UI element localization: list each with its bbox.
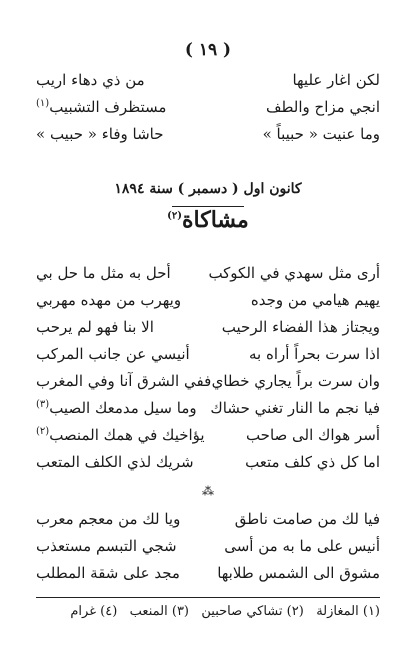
section-divider-asterism: ⁂ bbox=[202, 484, 214, 498]
verse-second-hemistich: شجي التبسم مستعذب bbox=[36, 537, 177, 555]
verse-line bbox=[36, 98, 380, 124]
verse-second-hemistich: أنيسي عن جانب المركب bbox=[36, 345, 190, 363]
verse-line bbox=[36, 345, 380, 371]
verse-second-hemistich-text: مستظرف التشبيب bbox=[49, 98, 167, 116]
verse-first-hemistich: فيا لك من صامت ناطق bbox=[234, 510, 380, 528]
footnote-marker: (٣) bbox=[36, 399, 50, 410]
poem-date: كانون اول ( دسمبر ) سنة ١٨٩٤ bbox=[114, 181, 302, 197]
verse-line bbox=[36, 125, 380, 151]
page-number: ( ١٩ ) bbox=[184, 40, 232, 60]
verse-first-hemistich: انجي مزاح والطف bbox=[265, 98, 380, 116]
verse-line bbox=[36, 426, 380, 452]
verse-line bbox=[36, 510, 380, 536]
verse-first-hemistich: فيا نجم ما النار تغني حشاك bbox=[210, 399, 380, 417]
footnote-marker: (٢) bbox=[167, 210, 182, 222]
verse-second-hemistich: ففي الشرق آنا وفي المغرب bbox=[36, 372, 212, 390]
poem-title bbox=[0, 207, 416, 233]
verse-second-hemistich: حاشا وفاء « حبيب » bbox=[36, 125, 164, 143]
verse-second-hemistich: شريك لذي الكلف المتعب bbox=[36, 453, 194, 471]
footnotes bbox=[36, 604, 380, 619]
verse-first-hemistich: يهيم هيامي من وجده bbox=[250, 291, 380, 309]
verse-second-hemistich: ويهرب من مهده مهربي bbox=[36, 291, 182, 309]
verse-line bbox=[36, 318, 380, 344]
verse-line bbox=[36, 537, 380, 563]
poem-title-text: مشاكاة bbox=[182, 207, 249, 233]
verse-first-hemistich: وان سرت براً يجاري خطاي bbox=[211, 372, 380, 390]
verse-first-hemistich: اما كل ذي كلف متعب bbox=[245, 453, 380, 471]
verse-line bbox=[36, 291, 380, 317]
verse-first-hemistich: أسر هواك الى صاحب bbox=[245, 426, 380, 444]
verse-second-hemistich-text: وما سيل مدمعك الصيب bbox=[49, 399, 197, 417]
verse-second-hemistich: مجد على شقة المطلب bbox=[36, 564, 180, 582]
verse-second-hemistich bbox=[36, 98, 166, 116]
verse-line bbox=[36, 372, 380, 398]
verse-first-hemistich: أرى مثل سهدي في الكوكب bbox=[208, 264, 380, 282]
footnote-marker: (٢) bbox=[36, 426, 50, 437]
footnote: (٣) المنعب bbox=[129, 604, 189, 619]
verse-line bbox=[36, 264, 380, 290]
verse-second-hemistich: من ذي دهاء اريب bbox=[36, 71, 145, 89]
verse-line bbox=[36, 399, 380, 425]
verse-first-hemistich: لكن اغار عليها bbox=[292, 71, 380, 89]
verse-line bbox=[36, 71, 380, 97]
verse-first-hemistich: اذا سرت بحراً أراه به bbox=[248, 345, 380, 363]
footnote: (٤) غرام bbox=[70, 604, 118, 619]
verse-first-hemistich: وما عنيت « حبيباً » bbox=[262, 125, 380, 143]
footnote-separator bbox=[36, 597, 380, 598]
footnote: (٢) تشاكي صاحبين bbox=[201, 604, 304, 619]
verse-line bbox=[36, 453, 380, 479]
verse-second-hemistich: أحل به مثل ما حل بي bbox=[36, 264, 171, 282]
verse-second-hemistich bbox=[36, 426, 205, 444]
footnote: (١) المغازلة bbox=[316, 604, 380, 619]
verse-first-hemistich: مشوق الى الشمس طلابها bbox=[217, 564, 380, 582]
verse-first-hemistich: أنيس على ما به من أسى bbox=[224, 537, 380, 555]
verse-line bbox=[36, 564, 380, 590]
verse-second-hemistich bbox=[36, 399, 197, 417]
verse-second-hemistich-text: يؤاخيك في همك المنصب bbox=[49, 426, 205, 444]
footnote-marker: (١) bbox=[36, 98, 50, 109]
verse-second-hemistich: الا بنا فهو لم يرحب bbox=[36, 318, 154, 336]
verse-first-hemistich: ويجتاز هذا الفضاء الرحيب bbox=[221, 318, 380, 336]
verse-second-hemistich: ويا لك من معجم معرب bbox=[36, 510, 181, 528]
